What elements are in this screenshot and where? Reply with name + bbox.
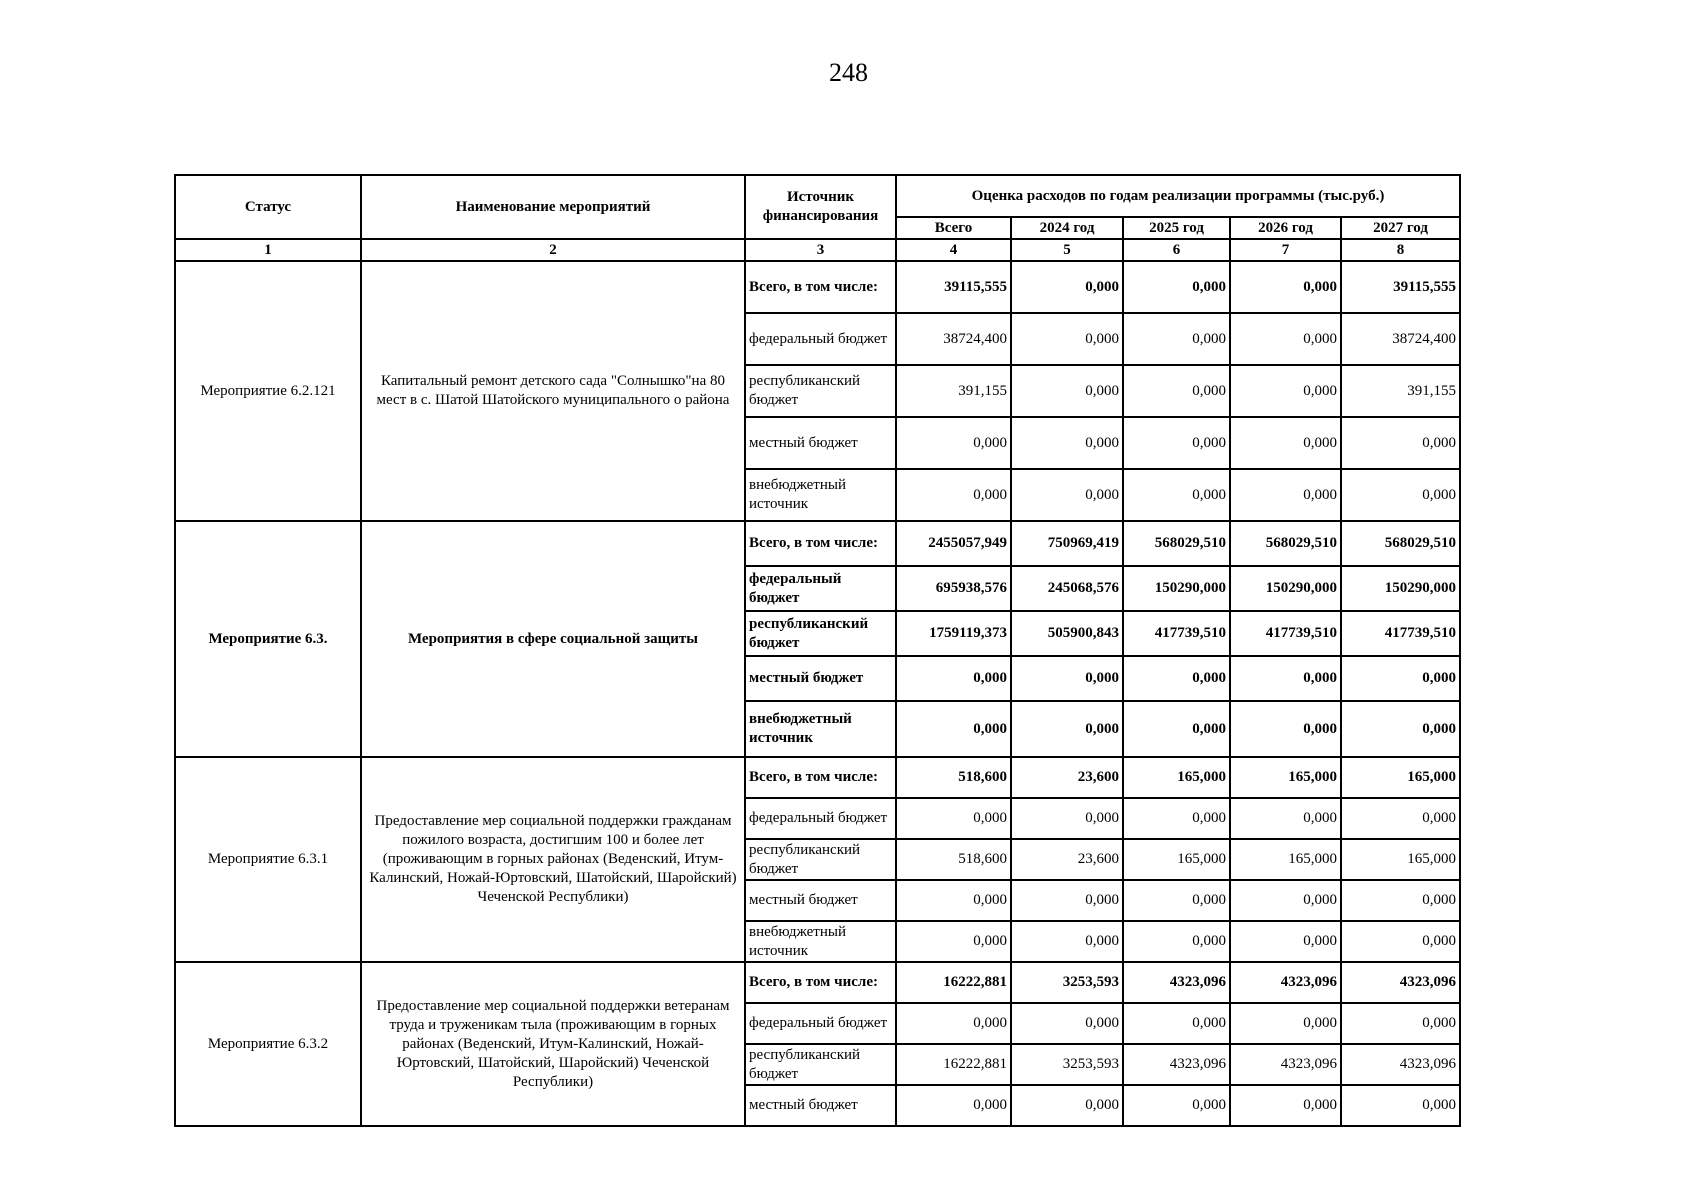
value-2027: 0,000 [1341, 1085, 1460, 1126]
value-2026: 4323,096 [1230, 1044, 1341, 1085]
value-2024: 0,000 [1011, 365, 1123, 417]
value-2024: 0,000 [1011, 701, 1123, 757]
value-2027: 0,000 [1341, 880, 1460, 921]
value-2027: 568029,510 [1341, 521, 1460, 566]
source-cell: местный бюджет [745, 1085, 896, 1126]
value-2025: 568029,510 [1123, 521, 1230, 566]
value-2025: 165,000 [1123, 757, 1230, 798]
value-2024: 23,600 [1011, 757, 1123, 798]
value-2027: 39115,555 [1341, 261, 1460, 313]
value-2024: 505900,843 [1011, 611, 1123, 656]
value-2025: 0,000 [1123, 365, 1230, 417]
value-2027: 150290,000 [1341, 566, 1460, 611]
value-2025: 150290,000 [1123, 566, 1230, 611]
page-number: 248 [829, 58, 868, 87]
header-total: Всего [896, 217, 1011, 239]
value-2027: 38724,400 [1341, 313, 1460, 365]
value-total: 518,600 [896, 839, 1011, 880]
column-number: 5 [1011, 239, 1123, 261]
value-2024: 0,000 [1011, 261, 1123, 313]
value-2024: 245068,576 [1011, 566, 1123, 611]
value-2027: 0,000 [1341, 656, 1460, 701]
value-total: 2455057,949 [896, 521, 1011, 566]
value-total: 38724,400 [896, 313, 1011, 365]
value-2025: 0,000 [1123, 261, 1230, 313]
value-2027: 0,000 [1341, 701, 1460, 757]
value-2027: 0,000 [1341, 798, 1460, 839]
column-number: 8 [1341, 239, 1460, 261]
value-total: 0,000 [896, 701, 1011, 757]
value-2025: 0,000 [1123, 880, 1230, 921]
value-2027: 0,000 [1341, 921, 1460, 962]
value-total: 0,000 [896, 880, 1011, 921]
value-2025: 417739,510 [1123, 611, 1230, 656]
value-2026: 0,000 [1230, 1085, 1341, 1126]
value-2026: 0,000 [1230, 701, 1341, 757]
source-cell: Всего, в том числе: [745, 757, 896, 798]
value-2027: 165,000 [1341, 757, 1460, 798]
source-cell: федеральный бюджет [745, 313, 896, 365]
value-total: 16222,881 [896, 1044, 1011, 1085]
value-total: 695938,576 [896, 566, 1011, 611]
value-2025: 0,000 [1123, 701, 1230, 757]
value-2027: 165,000 [1341, 839, 1460, 880]
header-2027: 2027 год [1341, 217, 1460, 239]
value-2024: 0,000 [1011, 417, 1123, 469]
value-2026: 0,000 [1230, 921, 1341, 962]
value-2026: 0,000 [1230, 417, 1341, 469]
value-total: 518,600 [896, 757, 1011, 798]
header-name: Наименование мероприятий [361, 175, 745, 239]
value-2026: 165,000 [1230, 757, 1341, 798]
source-cell: федеральный бюджет [745, 798, 896, 839]
source-cell: внебюджетный источник [745, 469, 896, 521]
value-2024: 23,600 [1011, 839, 1123, 880]
value-2027: 0,000 [1341, 469, 1460, 521]
value-2027: 391,155 [1341, 365, 1460, 417]
value-2026: 0,000 [1230, 469, 1341, 521]
value-2024: 0,000 [1011, 469, 1123, 521]
value-total: 0,000 [896, 417, 1011, 469]
header-2026: 2026 год [1230, 217, 1341, 239]
value-2025: 4323,096 [1123, 962, 1230, 1003]
status-cell: Мероприятие 6.2.121 [175, 261, 361, 521]
value-2026: 568029,510 [1230, 521, 1341, 566]
value-2027: 4323,096 [1341, 1044, 1460, 1085]
column-number-row [175, 239, 1460, 261]
column-number: 4 [896, 239, 1011, 261]
value-2026: 0,000 [1230, 313, 1341, 365]
value-2025: 165,000 [1123, 839, 1230, 880]
value-total: 0,000 [896, 469, 1011, 521]
name-cell: Капитальный ремонт детского сада "Солнышко"на 80 мест в с. Шатой Шатойского муниципального о района [361, 261, 745, 521]
status-cell: Мероприятие 6.3.2 [175, 962, 361, 1126]
source-cell: Всего, в том числе: [745, 521, 896, 566]
value-2026: 0,000 [1230, 656, 1341, 701]
header-source: Источник финансирования [745, 175, 896, 239]
value-2025: 0,000 [1123, 469, 1230, 521]
source-cell: федеральный бюджет [745, 1003, 896, 1044]
header-estimate: Оценка расходов по годам реализации программы (тыс.руб.) [896, 175, 1460, 217]
value-2026: 0,000 [1230, 365, 1341, 417]
value-2027: 417739,510 [1341, 611, 1460, 656]
value-2025: 0,000 [1123, 921, 1230, 962]
value-2024: 3253,593 [1011, 962, 1123, 1003]
value-2024: 0,000 [1011, 1003, 1123, 1044]
value-total: 0,000 [896, 921, 1011, 962]
value-2024: 750969,419 [1011, 521, 1123, 566]
value-2025: 0,000 [1123, 313, 1230, 365]
value-total: 39115,555 [896, 261, 1011, 313]
section-6-3 [175, 521, 1460, 757]
status-cell: Мероприятие 6.3. [175, 521, 361, 757]
value-2024: 0,000 [1011, 880, 1123, 921]
column-number: 2 [361, 239, 745, 261]
value-2024: 0,000 [1011, 313, 1123, 365]
source-cell: Всего, в том числе: [745, 962, 896, 1003]
value-2027: 4323,096 [1341, 962, 1460, 1003]
value-2026: 165,000 [1230, 839, 1341, 880]
value-2025: 4323,096 [1123, 1044, 1230, 1085]
source-cell: республиканский бюджет [745, 839, 896, 880]
value-2024: 0,000 [1011, 798, 1123, 839]
header-2024: 2024 год [1011, 217, 1123, 239]
column-number: 1 [175, 239, 361, 261]
source-cell: республиканский бюджет [745, 1044, 896, 1085]
value-2024: 0,000 [1011, 656, 1123, 701]
value-2026: 4323,096 [1230, 962, 1341, 1003]
value-total: 0,000 [896, 798, 1011, 839]
header-status: Статус [175, 175, 361, 239]
name-cell: Предоставление мер социальной поддержки гражданам пожилого возраста, достигшим 100 и более лет (проживающим в горных районах (Веденский, Итум-Калинский, Ножай-Юртовский, Шатойский, Шаройский) Чеченской Республики) [361, 757, 745, 962]
value-2027: 0,000 [1341, 1003, 1460, 1044]
value-2026: 0,000 [1230, 1003, 1341, 1044]
value-2025: 0,000 [1123, 798, 1230, 839]
section-6-3-2 [175, 962, 1460, 1126]
value-2025: 0,000 [1123, 656, 1230, 701]
value-2025: 0,000 [1123, 1003, 1230, 1044]
source-cell: внебюджетный источник [745, 701, 896, 757]
column-number: 3 [745, 239, 896, 261]
section-6-2-121 [175, 261, 1460, 521]
section-6-3-1 [175, 757, 1460, 962]
source-cell: республиканский бюджет [745, 611, 896, 656]
value-2024: 0,000 [1011, 921, 1123, 962]
value-2026: 0,000 [1230, 798, 1341, 839]
value-total: 16222,881 [896, 962, 1011, 1003]
value-2025: 0,000 [1123, 417, 1230, 469]
value-2024: 3253,593 [1011, 1044, 1123, 1085]
value-total: 0,000 [896, 656, 1011, 701]
value-total: 391,155 [896, 365, 1011, 417]
value-2025: 0,000 [1123, 1085, 1230, 1126]
value-2026: 0,000 [1230, 261, 1341, 313]
value-total: 0,000 [896, 1085, 1011, 1126]
source-cell: местный бюджет [745, 656, 896, 701]
name-cell: Предоставление мер социальной поддержки ветеранам труда и труженикам тыла (проживающим в горных районах (Веденский, Итум-Калинский, Ножай-Юртовский, Шатойский, Шаройский) Чеченской Республики) [361, 962, 745, 1126]
column-number: 7 [1230, 239, 1341, 261]
status-cell: Мероприятие 6.3.1 [175, 757, 361, 962]
value-2026: 417739,510 [1230, 611, 1341, 656]
source-cell: местный бюджет [745, 880, 896, 921]
value-total: 1759119,373 [896, 611, 1011, 656]
column-number: 6 [1123, 239, 1230, 261]
source-cell: внебюджетный источник [745, 921, 896, 962]
source-cell: федеральный бюджет [745, 566, 896, 611]
value-2026: 150290,000 [1230, 566, 1341, 611]
value-2024: 0,000 [1011, 1085, 1123, 1126]
source-cell: Всего, в том числе: [745, 261, 896, 313]
budget-table [174, 174, 1461, 1127]
value-2027: 0,000 [1341, 417, 1460, 469]
source-cell: республиканский бюджет [745, 365, 896, 417]
source-cell: местный бюджет [745, 417, 896, 469]
table-header [175, 175, 1460, 239]
value-2026: 0,000 [1230, 880, 1341, 921]
value-total: 0,000 [896, 1003, 1011, 1044]
header-2025: 2025 год [1123, 217, 1230, 239]
name-cell: Мероприятия в сфере социальной защиты [361, 521, 745, 757]
